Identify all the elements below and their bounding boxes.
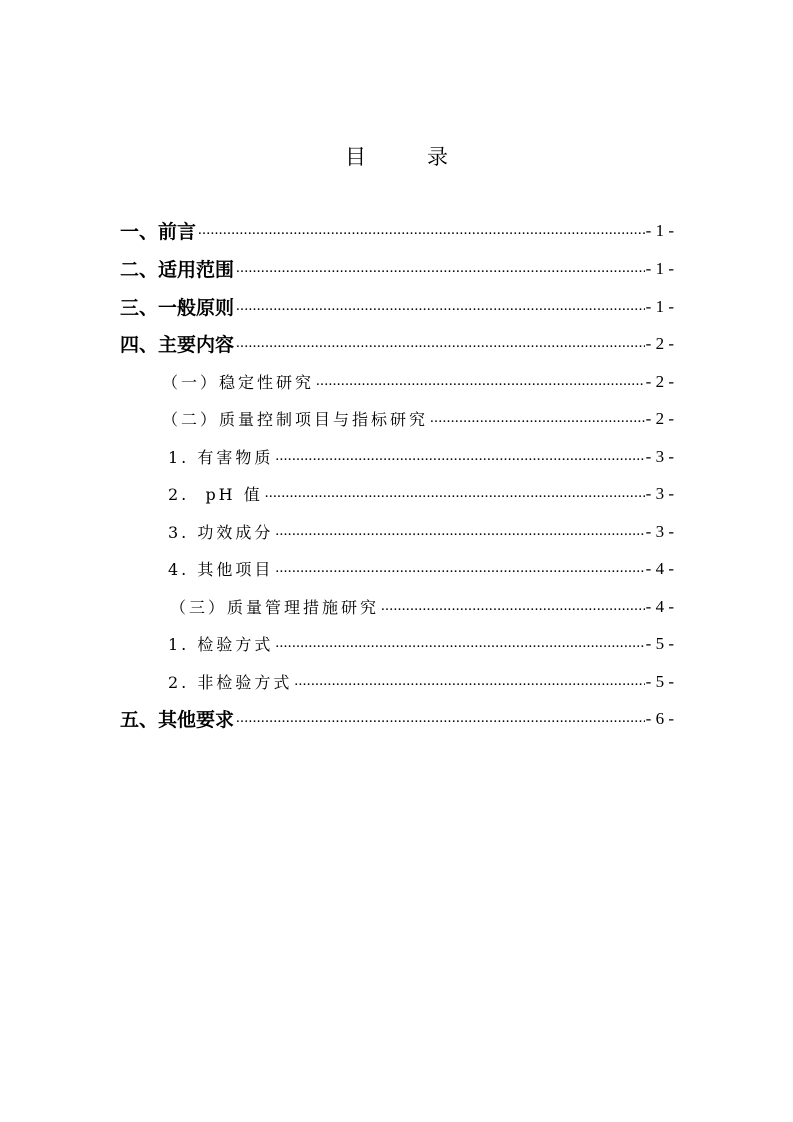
toc-entry-label: 1. 有害物质 [168,448,274,467]
toc-entry-label: （一）稳定性研究 [162,373,315,392]
toc-entry-label: 五、其他要求 [120,709,235,731]
dot-leader [381,596,645,616]
toc-entry-page: - 1 - [645,259,674,278]
toc-entry-label: 二、适用范围 [120,259,235,281]
toc-entry-efficacy[interactable] [168,517,674,547]
toc-entry-other-items[interactable] [168,554,674,584]
toc-entry-label: 4. 其他项目 [168,560,274,579]
toc-entry-inspection-method[interactable] [168,629,674,659]
toc-entry-page: - 3 - [645,447,674,466]
toc-entry-preface[interactable] [120,216,674,246]
dot-leader [236,296,645,316]
dot-leader [275,446,644,466]
toc-entry-label: 2. pH 值 [168,485,263,504]
toc-entry-non-inspection-method[interactable] [168,667,674,697]
toc-entry-scope[interactable] [120,254,674,284]
toc-entry-harmful-substances[interactable] [168,442,674,472]
dot-leader [236,258,645,278]
dot-leader [236,708,645,728]
toc-entry-page: - 3 - [645,522,674,541]
toc-entry-page: - 2 - [645,409,674,428]
toc-entry-label: 三、一般原则 [120,297,235,319]
dot-leader [430,408,645,428]
toc-entry-label: 1. 检验方式 [168,635,274,654]
dot-leader [236,333,645,353]
toc-entry-other-requirements[interactable] [120,704,674,734]
toc-entry-page: - 4 - [645,559,674,578]
toc-entry-page: - 4 - [645,597,674,616]
dot-leader [316,371,645,391]
toc-entry-quality-control[interactable] [162,404,674,434]
dot-leader [275,558,644,578]
toc-entry-page: - 1 - [645,221,674,240]
dot-leader [275,633,644,653]
toc-entry-label: 2. 非检验方式 [168,673,293,692]
toc-entry-label: 一、前言 [120,221,197,243]
toc-entry-page: - 1 - [645,297,674,316]
dot-leader [198,220,645,240]
toc-entry-page: - 3 - [645,484,674,503]
toc-entry-ph-value[interactable] [168,479,674,509]
dot-leader [294,671,644,691]
toc-entry-page: - 5 - [645,672,674,691]
toc-entry-stability[interactable] [162,367,674,397]
dot-leader [265,483,645,503]
toc-title: 目 录 [345,145,468,169]
toc-entry-quality-management[interactable] [170,592,674,622]
toc-entry-principles[interactable] [120,292,674,322]
toc-entry-page: - 5 - [645,634,674,653]
dot-leader [275,521,644,541]
toc-entry-main-content[interactable] [120,329,674,359]
toc-entry-page: - 6 - [645,709,674,728]
toc-entry-page: - 2 - [645,372,674,391]
toc-entry-label: （二）质量控制项目与指标研究 [162,410,429,429]
toc-entry-label: 四、主要内容 [120,334,235,356]
toc-entry-label: （三）质量管理措施研究 [170,598,380,617]
toc-entry-label: 3. 功效成分 [168,523,274,542]
toc-entry-page: - 2 - [645,334,674,353]
